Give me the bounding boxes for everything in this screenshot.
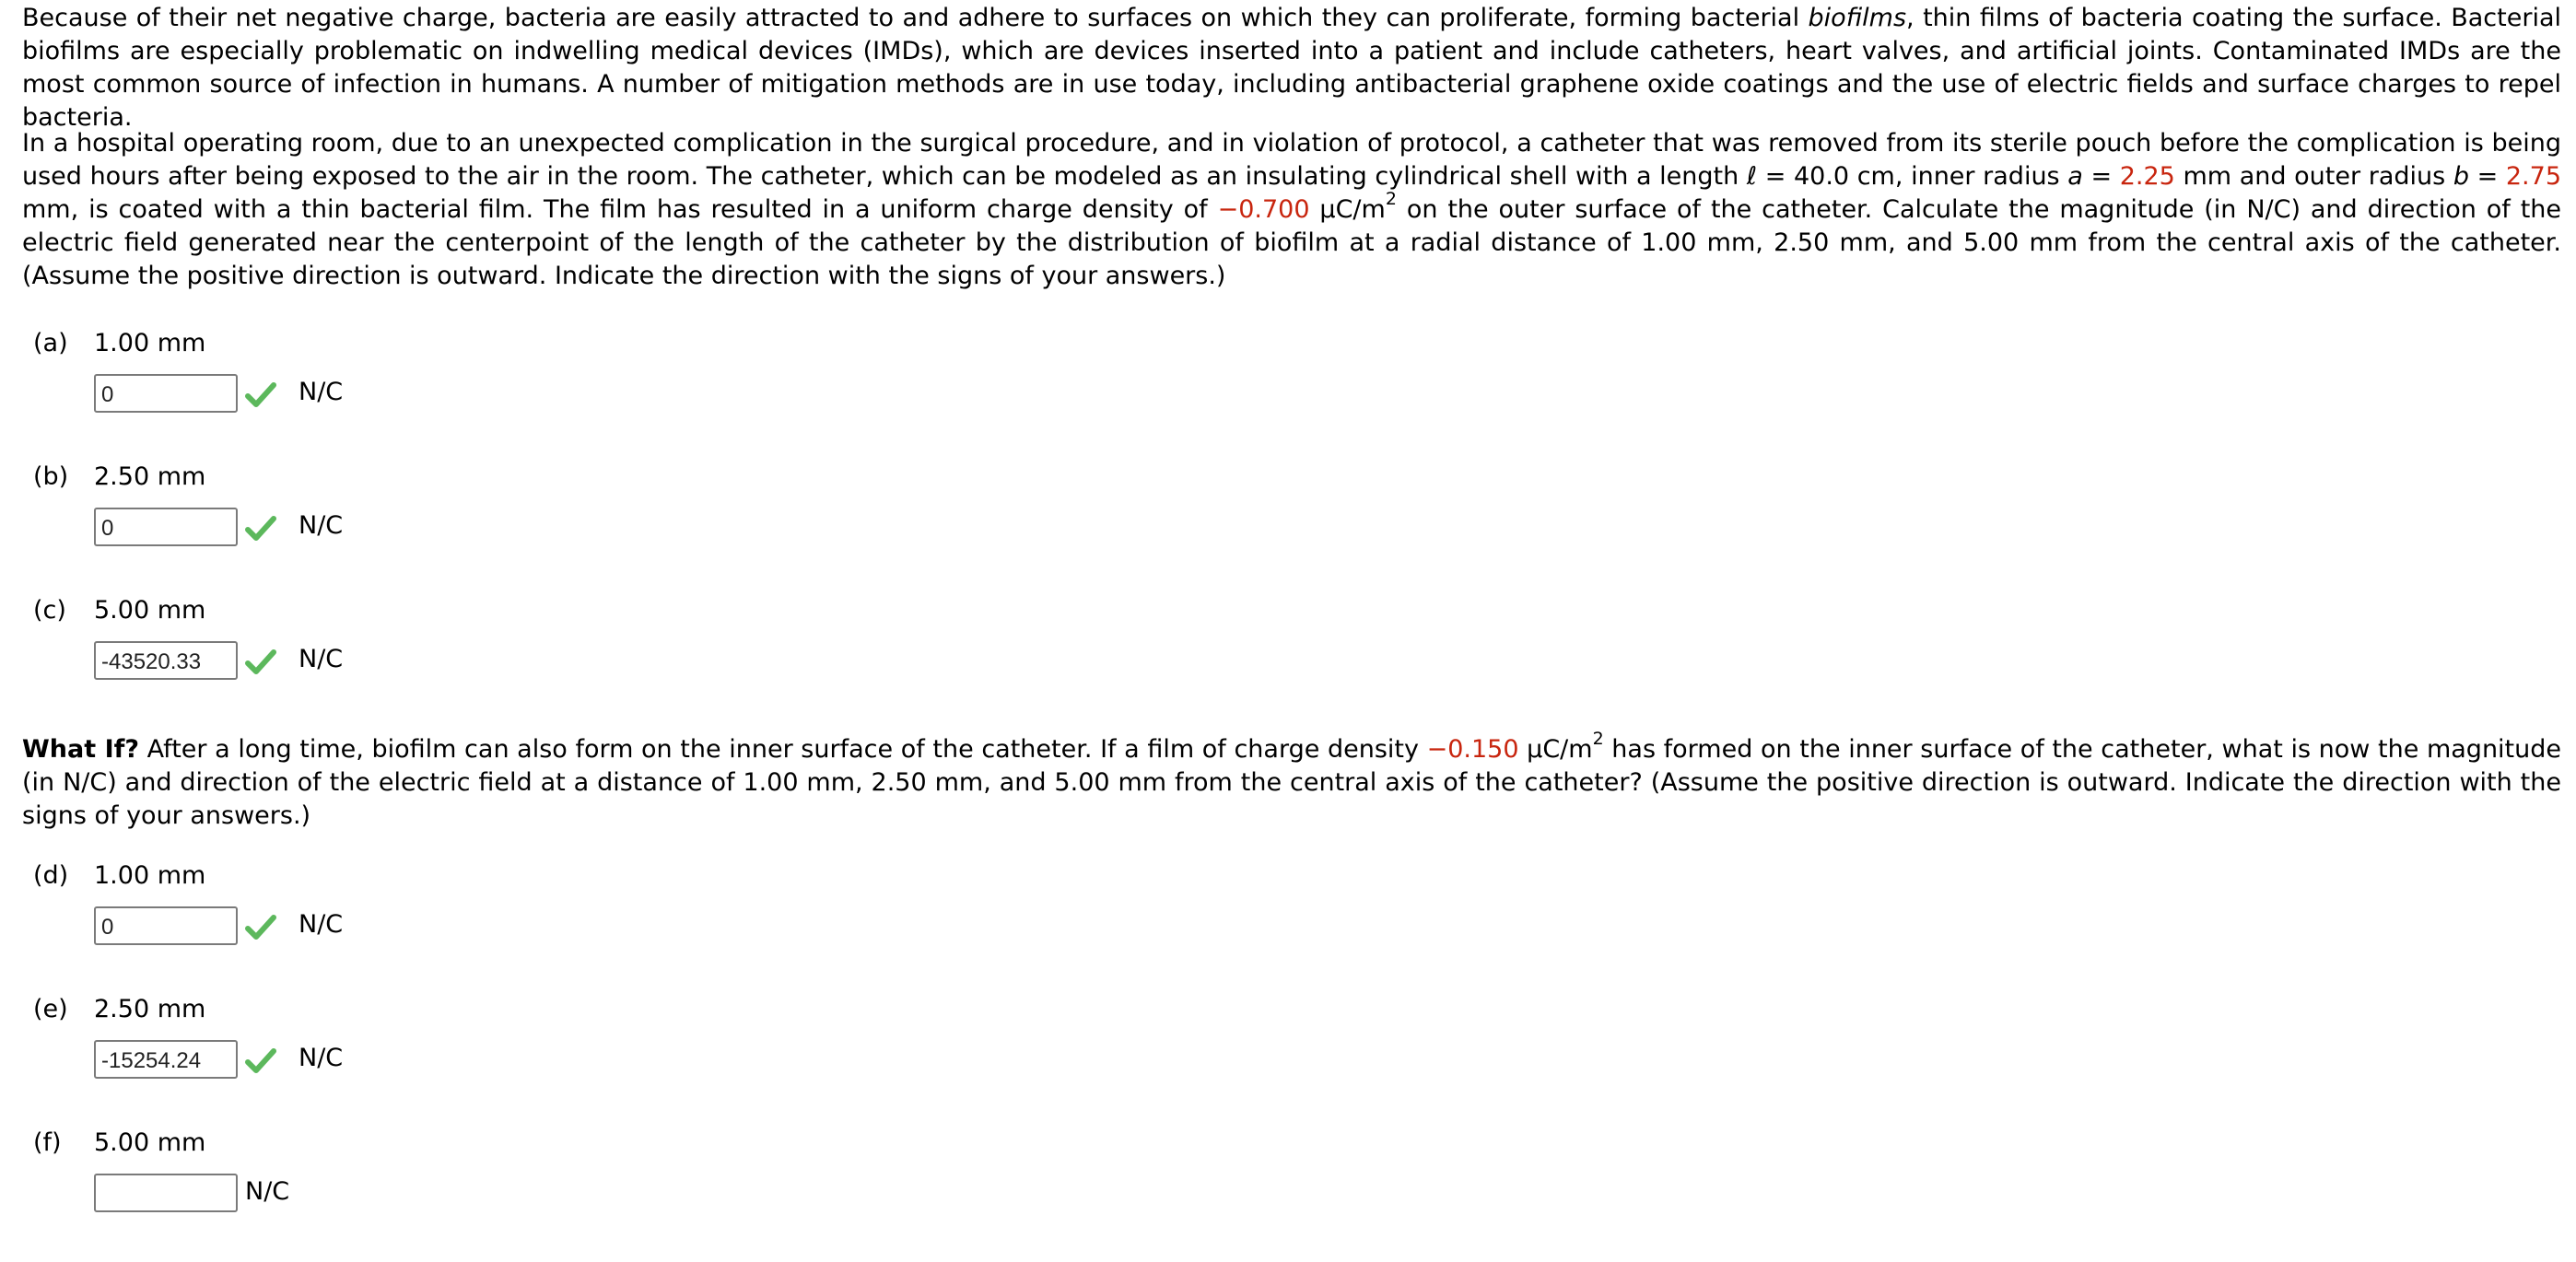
unit-label: N/C	[245, 1177, 290, 1206]
problem-text: mm and outer radius	[2174, 162, 2453, 191]
checkmark-icon	[245, 649, 276, 676]
unit-label: N/C	[299, 511, 344, 540]
checkmark-icon	[245, 381, 276, 409]
unit-label: N/C	[299, 910, 344, 939]
part-letter: (c)	[33, 596, 66, 625]
problem-text: In a hospital operating room, due to an unexpected complication in the surgical procedure, and in violation of protocol, a catheter that was removed from its sterile pouch before the complication is being used hours after being exposed to the air in the room. The catheter, which can be modeled as an insulating cylindrical shell with a length ℓ = 40.0 cm, inner radius	[22, 129, 2561, 191]
part-letter: (b)	[33, 462, 69, 491]
part-distance: 2.50 mm	[94, 462, 206, 491]
part-distance: 2.50 mm	[94, 995, 206, 1023]
checkmark-icon	[245, 914, 276, 941]
unit-exponent: 2	[1592, 729, 1604, 749]
part-letter: (a)	[33, 329, 68, 357]
part-label	[33, 461, 205, 494]
charge-density-unit: μC/m	[1309, 195, 1386, 224]
var-a: a	[2067, 162, 2083, 191]
answer-input-d[interactable]	[94, 906, 238, 945]
part-label	[33, 1127, 205, 1160]
equals-sign: =	[2082, 162, 2120, 191]
equals-sign: =	[2468, 162, 2506, 191]
part-letter: (e)	[33, 995, 68, 1023]
answer-input-f[interactable]	[94, 1174, 238, 1212]
answer-input-b[interactable]	[94, 508, 238, 546]
part-distance: 1.00 mm	[94, 861, 206, 890]
intro-text-cont: , thin films of bacteria coating the surface. Bacterial biofilms are especially problematic on indwelling medical devices (IMDs), which are devices inserted into a patient and include catheters, heart valves, and artificial joints. Contaminated IMDs are the most common source of infection in humans. A number of mitigation methods are in use today, including antibacterial graphene oxide coatings and the use of electric fields and surface charges to repel bacteria.	[22, 4, 2561, 132]
intro-text: Because of their net negative charge, bacteria are easily attracted to and adhere to surfaces on which they can proliferate, forming bacterial	[22, 4, 1809, 32]
checkmark-icon	[245, 1047, 276, 1075]
charge-density-unit: μC/m	[1518, 735, 1593, 764]
unit-label: N/C	[299, 378, 344, 406]
unit-label: N/C	[299, 645, 344, 673]
part-letter: (f)	[33, 1128, 62, 1157]
problem-paragraph	[22, 127, 2561, 293]
part-label	[33, 594, 205, 627]
problem-text: on the outer surface of the catheter. Calculate the magnitude (in N/C) and direction of the electric field generated near the centerpoint of the length of the catheter by the distribution of biofilm at a radial distance of 1.00 mm, 2.50 mm, and 5.00 mm from the central axis of the catheter. (Assume the positive direction is outward. Indicate the direction with the signs of your answers.)	[22, 195, 2562, 290]
problem-text: mm, is coated with a thin bacterial film. The film has resulted in a uniform charge density of	[22, 195, 1218, 224]
part-distance: 5.00 mm	[94, 596, 206, 625]
part-label	[33, 327, 205, 360]
part-distance: 1.00 mm	[94, 329, 206, 357]
part-label	[33, 993, 205, 1026]
answer-input-c[interactable]	[94, 641, 238, 680]
inner-radius-value: 2.25	[2119, 162, 2175, 191]
answer-input-a[interactable]	[94, 374, 238, 413]
checkmark-icon	[245, 515, 276, 543]
part-distance: 5.00 mm	[94, 1128, 206, 1157]
unit-label: N/C	[299, 1044, 344, 1072]
what-if-text: After a long time, biofilm can also form on the inner surface of the catheter. If a film of charge density	[139, 735, 1427, 764]
what-if-text: has formed on the inner surface of the catheter, what is now the magnitude (in N/C) and direction of the electric field at a distance of 1.00 mm, 2.50 mm, and 5.00 mm from the central axis of the catheter? (Assume the positive direction is outward. Indicate the direction with the signs of your answers.)	[22, 735, 2562, 830]
inner-charge-density: −0.150	[1426, 735, 1519, 764]
var-b: b	[2453, 162, 2469, 191]
what-if-paragraph	[22, 729, 2562, 833]
unit-exponent: 2	[1385, 189, 1397, 209]
part-label	[33, 859, 205, 893]
intro-paragraph	[22, 2, 2561, 134]
what-if-heading: What If?	[22, 735, 140, 764]
answer-input-e[interactable]	[94, 1040, 238, 1079]
term-biofilms: biofilms	[1808, 4, 1907, 32]
outer-radius-value: 2.75	[2505, 162, 2561, 191]
outer-charge-density: −0.700	[1217, 195, 1310, 224]
part-letter: (d)	[33, 861, 69, 890]
